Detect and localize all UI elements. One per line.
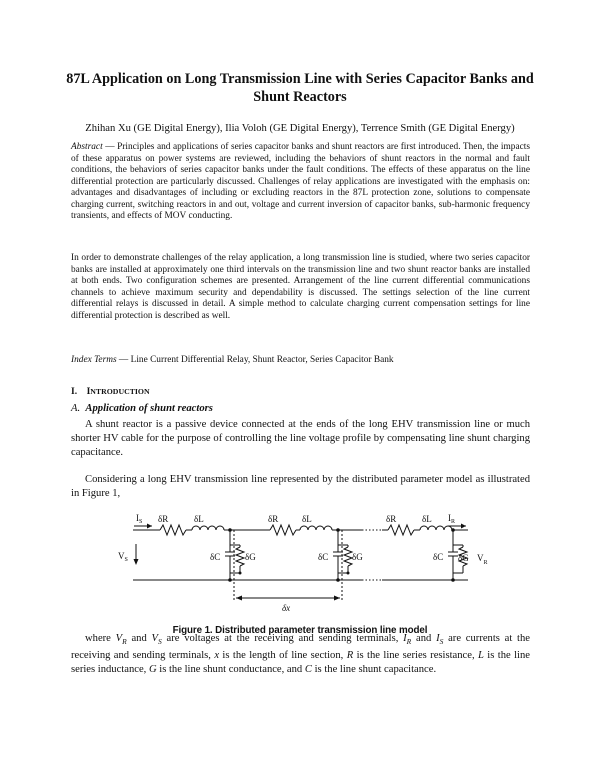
subsection-heading (71, 403, 213, 414)
paragraph-3-fragment: I (403, 633, 407, 644)
figure-caption: Figure 1. Distributed parameter transmission line model (172, 625, 428, 636)
paragraph-3-fragment: are currents at the receiving and sending terminals, (71, 633, 531, 662)
paragraph-3-fragment: R (122, 637, 127, 647)
abstract-text: — Principles and applications of series capacitor banks and shunt reactors are first introduced. Then, the impacts of these apparatus on power systems are reviewed, including the behaviors of shunt reactors in the normal and fault conditions, the behaviors of series capacitor banks under the fault conditions. The effects of these apparatus on the line differential protection are particularly discussed. Challenges of relay applications are investigated with the emphasis on: advantages and disadvantages of including or excluding reactors in the 87L protection zone, solutions to compensate charging current, switching reactors in and out, voltage and current inversion of capacitor banks, sub-harmonic frequency transients, and effects of MOV conducting. (71, 142, 530, 222)
paragraph-3-fragment: V (151, 633, 159, 644)
paragraph-3-fragment: are voltages at the receiving and sending terminals, (161, 633, 404, 644)
title-line-2: Shunt Reactors (253, 89, 347, 105)
paragraph-3-fragment: I (436, 633, 440, 644)
vr-label-sub: R (483, 559, 488, 566)
dr-label-2: δR (268, 514, 279, 524)
paper-title (60, 70, 540, 106)
vr-label (477, 553, 488, 566)
index-terms-label: Index Terms (71, 355, 117, 365)
index-terms (71, 355, 394, 365)
abstract-paragraph-2: In order to demonstrate challenges of the relay application, a long transmission line is studied, where two series capacitor banks are installed at approximately one third intervals on the transmission line and two shunt reactor banks are installed at both ends. Two configuration schemes are presented. Arrangement of the line current differential communications channels to achieve maximum security and dependability is discussed. The settings selection of the line current differential relays is discussed in detail. A simple method to calculate charging current compensation settings for line differential protection is described as well. (71, 253, 530, 321)
dc-label-3: δC (433, 552, 444, 562)
dc-label-1: δC (210, 552, 221, 562)
paragraph-3-fragment: G (148, 663, 157, 675)
paragraph-3-fragment: C (304, 663, 312, 675)
authors: Zhihan Xu (GE Digital Energy), Ilia Voloh (GE Digital Energy), Terrence Smith (GE Digital Energy) (85, 123, 515, 134)
is-label: $I_S$ (136, 513, 143, 525)
title-line-1: 87L Application on Long Transmission Line with Series Capacitor Banks and (66, 71, 534, 87)
paragraph-3-fragment: S (439, 637, 444, 647)
section-title-rest: NTRODUCTION (90, 387, 150, 396)
abstract-label: Abstract (71, 142, 103, 152)
body-paragraph-2: Considering a long EHV transmission line represented by the distributed parameter model as illustrated in Figure 1, (71, 474, 530, 499)
paragraph-3-fragment: R (406, 637, 412, 647)
paragraph-3-fragment: is the line series inductance, (71, 650, 530, 675)
paragraph-3-fragment: S (158, 637, 162, 647)
dl-label-1: δL (194, 514, 204, 524)
vs-label: $V_S$ (118, 551, 128, 563)
dc-label-2: δC (318, 552, 329, 562)
paragraph-3-fragment: V (115, 633, 123, 644)
paragraph-3-fragment: is the line shunt capacitance. (311, 663, 437, 675)
dg-label-2: δG (352, 552, 363, 562)
subsection-title: Application of shunt reactors (85, 403, 213, 414)
paragraph-3-fragment: and (126, 633, 152, 644)
paragraph-3-fragment: x (214, 650, 220, 662)
vr-label-main: V (477, 553, 484, 563)
dr-label-1: δR (158, 514, 169, 524)
paragraph-3-fragment: is the line series resistance, (353, 650, 478, 662)
paragraph-3-fragment: and (411, 633, 437, 644)
section-number: I. (71, 387, 78, 397)
ir-label: $I_R$ (448, 513, 456, 525)
subsection-letter: A. (71, 403, 81, 414)
section-first-letter: I (86, 387, 91, 397)
section-heading (71, 387, 150, 397)
dl-label-3: δL (422, 514, 432, 524)
paragraph-3-fragment: is the length of line section, (219, 650, 347, 662)
paragraph-3-fragment: where (85, 633, 116, 644)
dl-label-2: δL (302, 514, 312, 524)
dr-label-3: δR (386, 514, 397, 524)
paragraph-3-fragment: R (346, 650, 354, 662)
dg-label-3-outer: δG (458, 553, 469, 563)
dg-label-1: δG (245, 552, 256, 562)
index-terms-text: — Line Current Differential Relay, Shunt Reactor, Series Capacitor Bank (116, 355, 394, 365)
distributed-line-model-figure (118, 510, 470, 615)
body-paragraph-1: A shunt reactor is a passive device connected at the ends of the long EHV transmission line or much shorter HV cable for the purpose of controlling the line voltage profile by compensating line shunt charging capacitance. (71, 419, 530, 458)
dx-label: δx (282, 603, 291, 613)
paragraph-3-fragment: L (478, 650, 484, 662)
abstract (71, 142, 530, 223)
body-paragraph-3 (71, 632, 530, 677)
paragraph-3-fragment: is the line shunt conductance, and (156, 663, 305, 675)
